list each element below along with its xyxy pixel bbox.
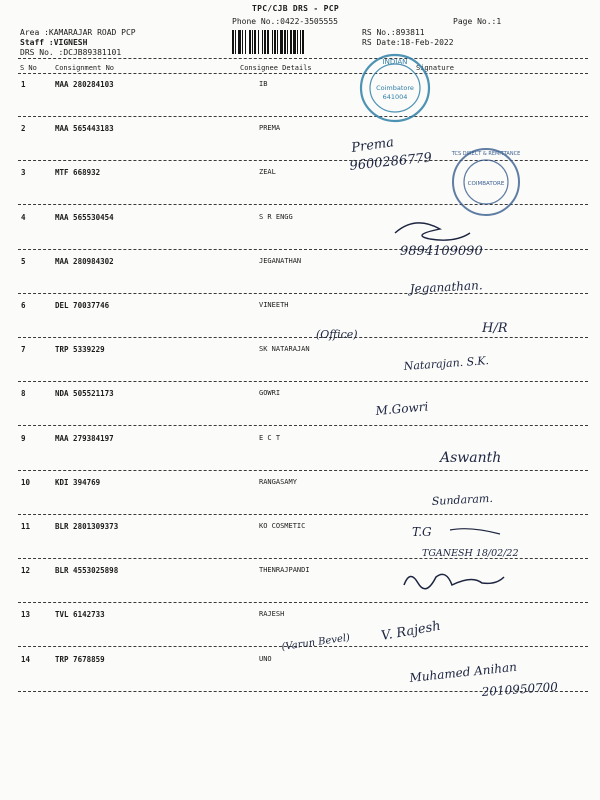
barcode-bar bbox=[238, 30, 241, 54]
signature-hr: H/R bbox=[482, 321, 508, 336]
row-divider bbox=[18, 381, 588, 382]
row-consignee: THENRAJPANDI bbox=[259, 566, 310, 574]
row-consignment-no: TRP 7678859 bbox=[55, 655, 105, 664]
divider bbox=[18, 73, 588, 74]
seal-pin-text: 641004 bbox=[382, 93, 408, 101]
table-row bbox=[0, 80, 600, 124]
seal-top-text: INDIAN bbox=[382, 58, 408, 66]
barcode-bar bbox=[249, 30, 251, 54]
table-row bbox=[0, 257, 600, 301]
row-divider bbox=[18, 470, 588, 471]
table-row bbox=[0, 478, 600, 522]
row-sno: 2 bbox=[21, 124, 26, 133]
col-header-sno: S No bbox=[20, 64, 37, 72]
row-consignee: RAJESH bbox=[259, 610, 285, 618]
row-divider bbox=[18, 293, 588, 294]
row-consignee: IB bbox=[259, 80, 268, 88]
row-consignment-no: MAA 280284103 bbox=[55, 80, 114, 89]
page-number: Page No.:1 bbox=[453, 17, 502, 26]
row-sno: 12 bbox=[21, 566, 31, 575]
row-consignee: E C T bbox=[259, 434, 281, 442]
table-row bbox=[0, 389, 600, 433]
row-consignee: VINEETH bbox=[259, 301, 289, 309]
barcode-bar bbox=[232, 30, 234, 54]
barcode-bar bbox=[284, 30, 286, 54]
row-consignee: GOWRI bbox=[259, 389, 281, 397]
table-row bbox=[0, 566, 600, 610]
signature-aswanth: Aswanth bbox=[440, 450, 502, 466]
signature-sundaram: Sundaram. bbox=[431, 491, 494, 508]
row-sno: 11 bbox=[21, 522, 31, 531]
table-row bbox=[0, 213, 600, 257]
barcode-bar bbox=[264, 30, 266, 54]
table-row bbox=[0, 610, 600, 654]
signature-phone-muhamed: 2010950700 bbox=[481, 679, 559, 699]
row-divider bbox=[18, 602, 588, 603]
row-consignment-no: MAA 280984302 bbox=[55, 257, 114, 266]
barcode-bar bbox=[277, 30, 278, 54]
signature-tg: T.G bbox=[412, 525, 432, 539]
signature-phone-prema: 9600286779 bbox=[348, 150, 433, 174]
row-divider bbox=[18, 514, 588, 515]
table-row bbox=[0, 655, 600, 699]
row-consignment-no: MAA 565443183 bbox=[55, 124, 114, 133]
barcode-bar bbox=[267, 30, 269, 54]
seal-ring-text: TCS DIRECT & REMITTANCE bbox=[451, 151, 521, 157]
courier-seal bbox=[444, 146, 528, 218]
area-field: Area :KAMARAJAR ROAD PCP bbox=[20, 28, 136, 37]
table-row bbox=[0, 434, 600, 478]
barcode-bar bbox=[254, 30, 256, 54]
row-consignee: RANGASAMY bbox=[259, 478, 297, 486]
row-consignment-no: TRP 5339229 bbox=[55, 345, 105, 354]
row-divider bbox=[18, 337, 588, 338]
barcode-bar bbox=[262, 30, 263, 54]
barcode-bar bbox=[290, 30, 292, 54]
signature-prema: Prema bbox=[350, 135, 395, 156]
signature-jeganathan: Jeganathan. bbox=[409, 278, 483, 296]
signature-natarajan: Natarajan. S.K. bbox=[403, 354, 490, 373]
barcode-bar bbox=[242, 30, 243, 54]
rs-number: RS No.:893811 bbox=[362, 28, 425, 37]
row-consignee: SK NATARAJAN bbox=[259, 345, 310, 353]
row-sno: 1 bbox=[21, 80, 26, 89]
table-row bbox=[0, 522, 600, 566]
signature-phone-srengg: 9894109090 bbox=[400, 244, 483, 259]
row-consignee: UNO bbox=[259, 655, 272, 663]
phone-number: Phone No.:0422-3505555 bbox=[232, 17, 338, 26]
row-consignment-no: BLR 4553025898 bbox=[55, 566, 119, 575]
row-consignment-no: MTF 668932 bbox=[55, 168, 101, 177]
col-header-details: Consignee Details bbox=[240, 64, 312, 72]
row-sno: 9 bbox=[21, 434, 26, 443]
barcode-bar bbox=[302, 30, 304, 54]
signature-rajesh: V. Rajesh bbox=[380, 618, 442, 644]
staff-field: Staff :VIGNESH bbox=[20, 38, 88, 47]
col-header-signature: Signature bbox=[416, 64, 454, 72]
row-sno: 3 bbox=[21, 168, 26, 177]
row-sno: 14 bbox=[21, 655, 31, 664]
row-consignment-no: TVL 6142733 bbox=[55, 610, 105, 619]
row-consignment-no: BLR 2801309373 bbox=[55, 522, 119, 531]
table-row bbox=[0, 301, 600, 345]
barcode-bar bbox=[297, 30, 298, 54]
barcode-bar bbox=[280, 30, 283, 54]
signature-office: (Office) bbox=[316, 328, 358, 341]
row-consignment-no: MAA 279384197 bbox=[55, 434, 114, 443]
row-sno: 8 bbox=[21, 389, 26, 398]
signature-varun: (Varun Bevel) bbox=[280, 632, 351, 653]
row-consignee: ZEAL bbox=[259, 168, 276, 176]
barcode-bar bbox=[287, 30, 288, 54]
table-row bbox=[0, 345, 600, 389]
row-divider bbox=[18, 425, 588, 426]
barcode-bar bbox=[252, 30, 253, 54]
drs-number: DRS No. :DCJB89381101 bbox=[20, 48, 122, 57]
row-divider bbox=[18, 558, 588, 559]
row-consignee: PREMA bbox=[259, 124, 281, 132]
row-sno: 6 bbox=[21, 301, 26, 310]
barcode-bar bbox=[272, 30, 273, 54]
row-consignment-no: MAA 565530454 bbox=[55, 213, 114, 222]
post-office-seal bbox=[345, 52, 445, 124]
col-header-consignment: Consignment No bbox=[55, 64, 115, 72]
row-sno: 13 bbox=[21, 610, 31, 619]
row-sno: 10 bbox=[21, 478, 31, 487]
row-divider bbox=[18, 646, 588, 647]
barcode-bar bbox=[274, 30, 276, 54]
row-divider bbox=[18, 249, 588, 250]
row-sno: 5 bbox=[21, 257, 26, 266]
barcode-bar bbox=[235, 30, 236, 54]
row-consignee: JEGANATHAN bbox=[259, 257, 302, 265]
row-sno: 4 bbox=[21, 213, 26, 222]
row-sno: 7 bbox=[21, 345, 26, 354]
signature-muhamed: Muhamed Anihan bbox=[408, 659, 518, 685]
barcode-bar bbox=[300, 30, 301, 54]
row-consignment-no: DEL 70037746 bbox=[55, 301, 110, 310]
row-consignment-no: NDA 505521173 bbox=[55, 389, 114, 398]
row-divider bbox=[18, 116, 588, 117]
row-consignee: S R ENGG bbox=[259, 213, 293, 221]
barcode-bar bbox=[293, 30, 296, 54]
barcode-bar bbox=[245, 30, 246, 54]
document-title: TPC/CJB DRS - PCP bbox=[252, 4, 339, 13]
seal-center-text: COIMBATORE bbox=[467, 181, 505, 187]
row-consignee: KO COSMETIC bbox=[259, 522, 306, 530]
signature-tganesh-date: TGANESH 18/02/22 bbox=[422, 548, 519, 559]
barcode bbox=[230, 30, 352, 54]
rs-date: RS Date:18-Feb-2022 bbox=[362, 38, 454, 47]
seal-mid-text: Coimbatore bbox=[376, 84, 414, 92]
barcode-bar bbox=[258, 30, 259, 54]
divider bbox=[18, 58, 588, 59]
signature-gowri: M.Gowri bbox=[375, 399, 429, 418]
row-consignment-no: KDI 394769 bbox=[55, 478, 101, 487]
row-divider bbox=[18, 691, 588, 692]
